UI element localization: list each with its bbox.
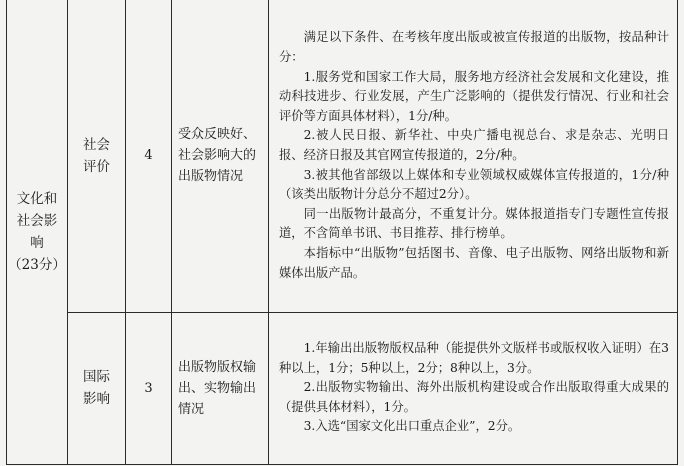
evaluation-table bbox=[6, 0, 678, 465]
table-row bbox=[7, 0, 678, 312]
subcategory-cell bbox=[68, 312, 126, 464]
criteria-paragraph: 2.被人民日报、新华社、中央广播电视总台、求是杂志、光明日报、经济日报及其官网宣传报道的，2分/种。 bbox=[279, 128, 669, 162]
score-cell: 3 bbox=[126, 312, 172, 464]
subcategory-label: 国际 影响 bbox=[83, 369, 110, 407]
criteria-paragraph: 本指标中“出版物”包括图书、音像、电子出版物、网络出版物和新媒体出版产品。 bbox=[279, 245, 669, 280]
criteria-cell bbox=[269, 312, 678, 464]
item-cell: 受众反映好、社会影响大的出版物情况 bbox=[172, 0, 269, 312]
criteria-paragraph: 同一出版物计最高分，不重复计分。媒体报道指专门专题性宣传报道，不含简单书讯、书目推荐、排行榜单。 bbox=[279, 206, 669, 241]
item-cell: 出版物版权输出、实物输出情况 bbox=[172, 312, 269, 464]
criteria-paragraph: 2.出版物实物输出、海外出版机构建设或合作出版取得重大成果的（提供具体材料），1分。 bbox=[279, 380, 669, 414]
subcategory-label: 社会 评价 bbox=[83, 136, 110, 175]
criteria-paragraph: 3.入选“国家文化出口重点企业”，2分。 bbox=[303, 419, 521, 434]
criteria-paragraph: 1.年输出出版物版权品种（能提供外文版样书或版权收入证明）在3种以上，1分；5种以上，2分；8种以上，3分。 bbox=[279, 341, 669, 375]
criteria-paragraph: 满足以下条件、在考核年度出版或被宣传报道的出版物，按品种计分： bbox=[279, 30, 669, 64]
score-cell: 4 bbox=[126, 0, 172, 312]
category-label: 文化和 社会影 响 （23分） bbox=[8, 190, 66, 273]
criteria-paragraph: 1.服务党和国家工作大局，服务地方经济社会发展和文化建设，推动科技进步、行业发展，产生广泛影响的（提供发行情况、行业和社会评价等方面具体材料），1分/种。 bbox=[279, 69, 669, 123]
category-cell bbox=[7, 0, 68, 464]
subcategory-cell bbox=[68, 0, 126, 312]
table-row bbox=[7, 312, 678, 464]
criteria-paragraph: 3.被其他省部级以上媒体和专业领域权威媒体宣传报道的，1分/种（该类出版物计分总分不超过2分）。 bbox=[279, 167, 669, 202]
criteria-cell bbox=[269, 0, 678, 312]
